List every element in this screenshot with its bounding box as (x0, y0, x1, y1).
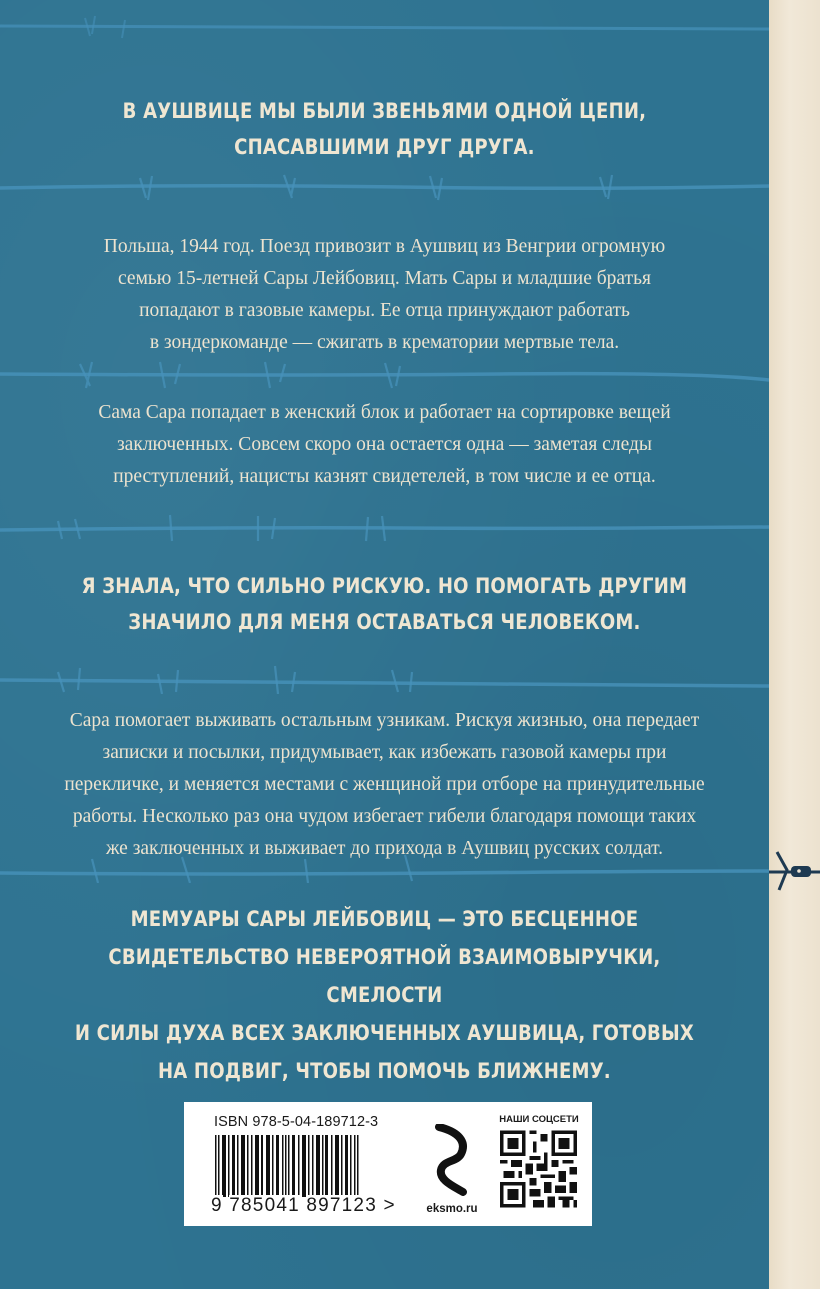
barbed-wire-icon (0, 360, 769, 390)
paragraph-line: записки и посылки, придумывает, как избежать газовой камеры при (102, 742, 667, 763)
paragraph-line: в зондеркоманде — сжигать в крематории мертвые тела. (149, 332, 620, 353)
barbed-wire-icon (0, 12, 769, 42)
isbn-label: ISBN 978-5-04-189712-3 (214, 1114, 379, 1130)
quote-line: СПАСАВШИМИ ДРУГ ДРУГА. (234, 135, 535, 159)
barbed-wire-icon (0, 513, 769, 543)
barcode-digits (211, 1195, 396, 1217)
barbed-wire-icon (0, 664, 769, 694)
quote-heading-2 (54, 568, 715, 640)
paragraph-1 (0, 231, 769, 359)
summary-line: МЕМУАРЫ САРЫ ЛЕЙБОВИЦ — ЭТО БЕСЦЕННОЕ (130, 907, 639, 931)
barbed-wire-icon (0, 172, 769, 202)
summary-heading (54, 900, 715, 1090)
paragraph-line: работы. Несколько раз она чудом избегает гибели благодаря помощи таких (72, 806, 697, 827)
barcode-digit-first: 9 (211, 1195, 223, 1216)
barcode-digits-end: > (383, 1195, 396, 1216)
quote-line: ЗНАЧИЛО ДЛЯ МЕНЯ ОСТАВАТЬСЯ ЧЕЛОВЕКОМ. (128, 610, 641, 634)
qr-code-icon (500, 1128, 577, 1210)
paragraph-line: же заключенных и выживает до прихода в Аушвиц русских солдат. (105, 838, 664, 859)
paragraph-line: попадают в газовые камеры. Ее отца принуждают работать (139, 300, 630, 321)
paragraph-line: семью 15-летней Сары Лейбовиц. Мать Сары и младшие братья (118, 268, 651, 289)
publisher-url: eksmo.ru (426, 1203, 478, 1215)
quote-heading-1 (54, 93, 715, 165)
paragraph-line: Сара помогает выживать остальным узникам. Рискуя жизнью, она передает (69, 710, 700, 731)
paragraph-line: заключенных. Совсем скоро она остается одна — заметая следы (116, 434, 652, 455)
paragraph-line: преступлений, нацисты казнят свидетелей, в том числе и ее отца. (113, 466, 656, 487)
summary-line: И СИЛЫ ДУХА ВСЕХ ЗАКЛЮЧЕННЫХ АУШВИЦА, ГОТОВЫХ (74, 1021, 694, 1045)
barcode-digits-left: 785041 (229, 1195, 300, 1216)
quote-line: Я ЗНАЛА, ЧТО СИЛЬНО РИСКУЮ. НО ПОМОГАТЬ ДРУГИМ (81, 574, 688, 598)
barbed-wire-end-icon (769, 848, 820, 894)
paragraph-2 (0, 397, 769, 493)
eksmo-logo-icon (429, 1124, 475, 1196)
summary-line: НА ПОДВИГ, ЧТОБЫ ПОМОЧЬ БЛИЖНЕМУ. (158, 1059, 611, 1083)
social-label: НАШИ СОЦСЕТИ (499, 1114, 579, 1125)
summary-line: СВИДЕТЕЛЬСТВО НЕВЕРОЯТНОЙ ВЗАИМОВЫРУЧКИ, СМЕЛОСТИ (108, 945, 661, 1007)
paragraph-line: перекличке, и меняется местами с женщиной при отборе на принудительные (64, 774, 705, 795)
paragraph-line: Польша, 1944 год. Поезд привозит в Аушвиц из Венгрии огромную (103, 236, 666, 257)
barcode-panel (184, 1102, 592, 1226)
quote-line: В АУШВИЦЕ МЫ БЫЛИ ЗВЕНЬЯМИ ОДНОЙ ЦЕПИ, (122, 99, 647, 123)
paragraph-3 (0, 705, 769, 865)
barcode-digits-right: 897123 (306, 1195, 377, 1216)
book-spine-edge (769, 0, 820, 1289)
paragraph-line: Сама Сара попадает в женский блок и работает на сортировке вещей (98, 402, 671, 423)
